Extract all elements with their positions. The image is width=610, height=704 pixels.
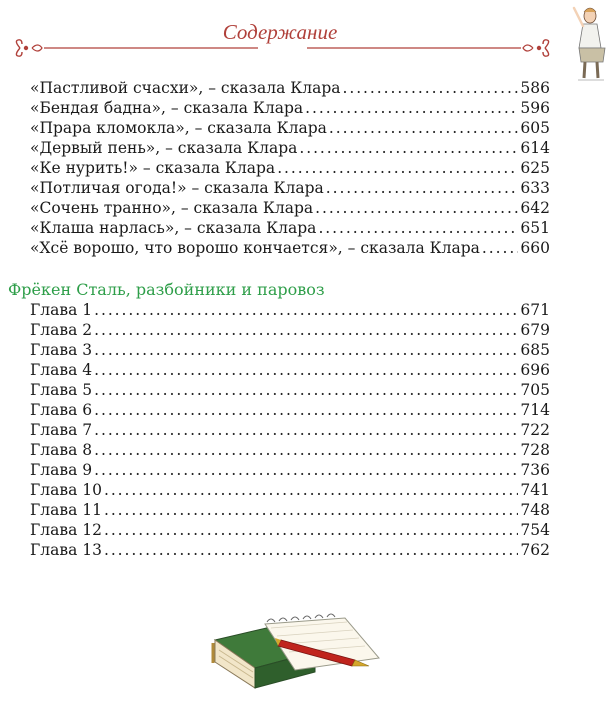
toc-entry-title: «Бендая бадна», – сказала Клара bbox=[30, 99, 304, 117]
toc-entry-page: 728 bbox=[520, 441, 550, 459]
toc-entry[interactable] bbox=[30, 158, 550, 178]
ornament-right-icon bbox=[305, 38, 555, 58]
toc-entry[interactable] bbox=[30, 400, 550, 420]
toc-entry-title: Глава 10 bbox=[30, 481, 102, 499]
leader-dots bbox=[104, 500, 518, 520]
toc-entry-page: 685 bbox=[520, 341, 550, 359]
leader-dots bbox=[305, 98, 518, 118]
toc-entry-page: 671 bbox=[520, 301, 550, 319]
page-title: Содержание bbox=[222, 20, 338, 44]
leader-dots bbox=[343, 78, 519, 98]
toc-entry[interactable] bbox=[30, 218, 550, 238]
toc-entry-title: «Пастливой счасхи», – сказала Клара bbox=[30, 79, 341, 97]
toc-entry-page: 722 bbox=[520, 421, 550, 439]
toc-entry-page: 614 bbox=[520, 139, 550, 157]
toc-entry-page: 586 bbox=[520, 79, 550, 97]
leader-dots bbox=[326, 178, 519, 198]
page-header bbox=[0, 14, 610, 64]
leader-dots bbox=[104, 480, 518, 500]
leader-dots bbox=[329, 118, 519, 138]
toc-entry-page: 762 bbox=[520, 541, 550, 559]
toc-entry-title: «Потличая огода!» – сказала Клара bbox=[30, 179, 324, 197]
toc-entry-title: «Клаша нарлась», – сказала Клара bbox=[30, 219, 317, 237]
toc-entry[interactable] bbox=[30, 98, 550, 118]
leader-dots bbox=[104, 540, 518, 560]
toc-entry[interactable] bbox=[30, 238, 550, 258]
toc-entry-title: Глава 4 bbox=[30, 361, 93, 379]
toc-entry-title: Глава 2 bbox=[30, 321, 93, 339]
leader-dots bbox=[318, 218, 518, 238]
leader-dots bbox=[94, 380, 518, 400]
leader-dots bbox=[94, 300, 518, 320]
toc-entry[interactable] bbox=[30, 340, 550, 360]
toc-entry-title: Глава 3 bbox=[30, 341, 93, 359]
toc-entry-title: Глава 5 bbox=[30, 381, 93, 399]
toc-entry-page: 741 bbox=[520, 481, 550, 499]
toc-entry-page: 679 bbox=[520, 321, 550, 339]
toc-entry-title: «Ке нурить!» – сказала Клара bbox=[30, 159, 276, 177]
leader-dots bbox=[315, 198, 518, 218]
toc-entry-page: 736 bbox=[520, 461, 550, 479]
toc-entry-page: 633 bbox=[520, 179, 550, 197]
toc-entry[interactable] bbox=[30, 360, 550, 380]
toc-entry-page: 714 bbox=[520, 401, 550, 419]
toc-entry-page: 642 bbox=[520, 199, 550, 217]
toc-entry-page: 651 bbox=[520, 219, 550, 237]
toc-entry-title: «Прара кломокла», – сказала Клара bbox=[30, 119, 327, 137]
leader-dots bbox=[104, 520, 518, 540]
leader-dots bbox=[94, 440, 518, 460]
toc-entry[interactable] bbox=[30, 118, 550, 138]
toc-entry-title: Глава 9 bbox=[30, 461, 93, 479]
toc-entry-page: 748 bbox=[520, 501, 550, 519]
toc-entry[interactable] bbox=[30, 500, 550, 520]
toc-entry[interactable] bbox=[30, 480, 550, 500]
toc-entry[interactable] bbox=[30, 138, 550, 158]
toc-entry[interactable] bbox=[30, 78, 550, 98]
toc-entry[interactable] bbox=[30, 178, 550, 198]
leader-dots bbox=[94, 320, 518, 340]
leader-dots bbox=[94, 340, 518, 360]
toc-entry-title: Глава 8 bbox=[30, 441, 93, 459]
toc-entry[interactable] bbox=[30, 380, 550, 400]
toc-entry-page: 660 bbox=[520, 239, 550, 257]
leader-dots bbox=[94, 460, 518, 480]
toc-entry-page: 696 bbox=[520, 361, 550, 379]
leader-dots bbox=[482, 238, 519, 258]
leader-dots bbox=[277, 158, 518, 178]
toc-entry-title: Глава 6 bbox=[30, 401, 93, 419]
toc-entry-page: 596 bbox=[520, 99, 550, 117]
toc-entry[interactable] bbox=[30, 460, 550, 480]
toc-entry[interactable] bbox=[30, 300, 550, 320]
toc-entry-title: «Сочень транно», – сказала Клара bbox=[30, 199, 314, 217]
toc-entry[interactable] bbox=[30, 198, 550, 218]
toc-entry[interactable] bbox=[30, 540, 550, 560]
toc-entry-title: Глава 13 bbox=[30, 541, 102, 559]
toc-entry-page: 754 bbox=[520, 521, 550, 539]
book-notepad-pen-icon bbox=[205, 610, 385, 700]
leader-dots bbox=[94, 400, 518, 420]
toc-entry-title: Глава 11 bbox=[30, 501, 102, 519]
toc-entry[interactable] bbox=[30, 320, 550, 340]
toc-entry[interactable] bbox=[30, 520, 550, 540]
toc-entry-title: Глава 12 bbox=[30, 521, 102, 539]
leader-dots bbox=[94, 360, 518, 380]
toc-entry-page: 625 bbox=[520, 159, 550, 177]
toc-entry[interactable] bbox=[30, 440, 550, 460]
section-heading[interactable]: Фрёкен Сталь, разбойники и паровоз bbox=[8, 280, 325, 299]
toc-entry-page: 605 bbox=[520, 119, 550, 137]
toc-entry-title: Глава 7 bbox=[30, 421, 93, 439]
toc-entry-title: «Хсё ворошо, что ворошо кончается», – сказала Клара bbox=[30, 239, 480, 257]
toc-entry[interactable] bbox=[30, 420, 550, 440]
leader-dots bbox=[94, 420, 518, 440]
toc-entry-page: 705 bbox=[520, 381, 550, 399]
toc-entry-title: «Дервый пень», – сказала Клара bbox=[30, 139, 298, 157]
leader-dots bbox=[299, 138, 518, 158]
character-figure-icon bbox=[566, 4, 606, 82]
toc-entry-title: Глава 1 bbox=[30, 301, 93, 319]
